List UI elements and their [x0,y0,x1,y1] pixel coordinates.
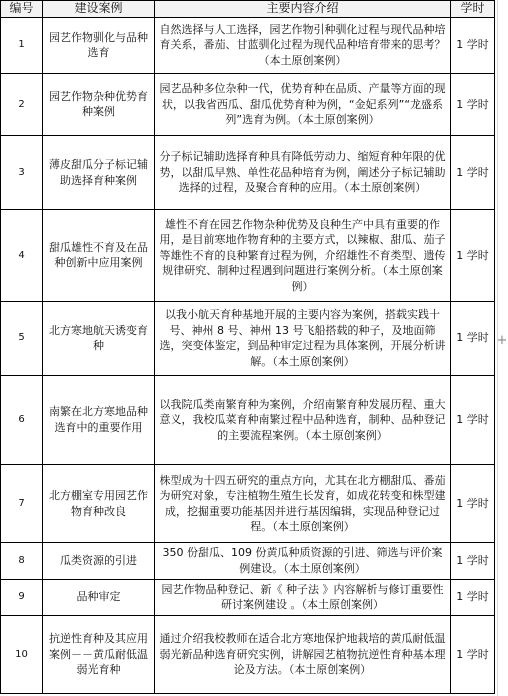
table-row [1,210,495,301]
row-content: 350 份甜瓜、109 份黄瓜种质资源的引进、筛选与评价案例建设。（本土原创案例） [155,543,451,579]
row-number: 7 [1,465,43,543]
row-case-name: 甜瓜雄性不育及在品种创新中应用案例 [43,210,155,301]
table-header-row [1,1,495,18]
row-number: 3 [1,135,43,209]
row-number: 1 [1,17,43,73]
page-edge-divider [497,0,498,696]
table-row [1,73,495,135]
table-row [1,615,495,693]
row-content: 园艺作物品种登记、新《 种子法 》内容解析与修订重要性研讨案例建设 。（本土原创案例） [155,579,451,615]
row-content: 分子标记辅助选择育种具有降低劳动力、缩短育种年限的优势，以甜瓜早熟、单性花品种培育为例，阐述分子标记辅助选择的过程，及聚合育种的应用。（本土原创案例） [155,135,451,209]
row-content: 以我院瓜类南繁育种为案例，介绍南繁育种发展历程、重大意义，我校瓜菜育种南繁过程中品种选育，制种、品种登记的主要流程案例。（本土原创案例） [155,375,451,464]
row-content: 通过介绍我校教师在适合北方寒地保护地栽培的黄瓜耐低温弱光新品种选育研究实例，讲解园艺植物抗逆性育种基本理论及方法。（本土原创案例） [155,615,451,693]
row-hours: 1 学时 [451,73,495,135]
row-hours: 1 学时 [451,17,495,73]
row-hours: 1 学时 [451,543,495,579]
row-content: 园艺品种多位杂种一代，优势育种在品质、产量等方面的现状，以我省西瓜、甜瓜优势育种为例，“金妃系列”“龙盛系列”选育为例。（本土原创案例） [155,73,451,135]
row-content: 雄性不育在园艺作物杂种优势及良种生产中具有重要的作用，是目前寒地作物育种的主要方式，以辣椒、甜瓜、茄子等雄性不育的良种繁育过程为例，介绍雄性不育类型、遗传规律研究、制种过程遇到问题进行案例分析。（本土原创案例） [155,210,451,301]
row-content: 自然选择与人工选择，园艺作物引种驯化过程与现代品种培育关系，番茄、甘蓝驯化过程为现代品种培育带来的思考？（本土原创案例） [155,17,451,73]
row-case-name: 园艺作物驯化与品种选育 [43,17,155,73]
table-row [1,301,495,375]
table-row [1,135,495,209]
row-hours: 1 学时 [451,375,495,464]
row-case-name: 北方寒地航天诱变育种 [43,301,155,375]
table-row [1,465,495,543]
row-content: 以我小航天育种基地开展的主要内容为案例，搭载实践十号、神州 8 号、神州 13 号飞船搭载的种子，及地面筛选，突变体鉴定，到品种审定过程为具体案例，开展分析讲解。（本土原创案例） [155,301,451,375]
row-case-name: 瓜类资源的引进 [43,543,155,579]
header-hours: 学时 [451,1,495,18]
row-number: 10 [1,615,43,693]
row-case-name: 品种审定 [43,579,155,615]
header-content: 主要内容介绍 [155,1,451,18]
row-case-name: 北方棚室专用园艺作物育种改良 [43,465,155,543]
row-hours: 1 学时 [451,210,495,301]
table-row [1,543,495,579]
plus-icon[interactable]: + [496,333,508,348]
row-number: 8 [1,543,43,579]
row-hours: 1 学时 [451,135,495,209]
row-case-name: 南繁在北方寒地品种选育中的重要作用 [43,375,155,464]
row-content: 株型成为十四五研究的重点方向，尤其在北方棚甜瓜、番茄为研究对象，专注植物生殖生长发育，如成花转变和株型建成，挖掘重要功能基因并进行基因编辑，实现品种登记过程。（本土原创案例） [155,465,451,543]
row-number: 2 [1,73,43,135]
row-case-name: 抗逆性育种及其应用案例－－黄瓜耐低温弱光育种 [43,615,155,693]
row-case-name: 薄皮甜瓜分子标记辅助选择育种案例 [43,135,155,209]
row-number: 9 [1,579,43,615]
header-case-name: 建设案例 [43,1,155,18]
table-row [1,375,495,464]
table-row [1,579,495,615]
row-hours: 1 学时 [451,615,495,693]
row-case-name: 园艺作物杂种优势育种案例 [43,73,155,135]
row-number: 4 [1,210,43,301]
row-hours: 1 学时 [451,465,495,543]
header-number: 编号 [1,1,43,18]
row-number: 5 [1,301,43,375]
row-number: 6 [1,375,43,464]
row-hours: 1 学时 [451,579,495,615]
row-hours: 1 学时 [451,301,495,375]
table-row [1,17,495,73]
